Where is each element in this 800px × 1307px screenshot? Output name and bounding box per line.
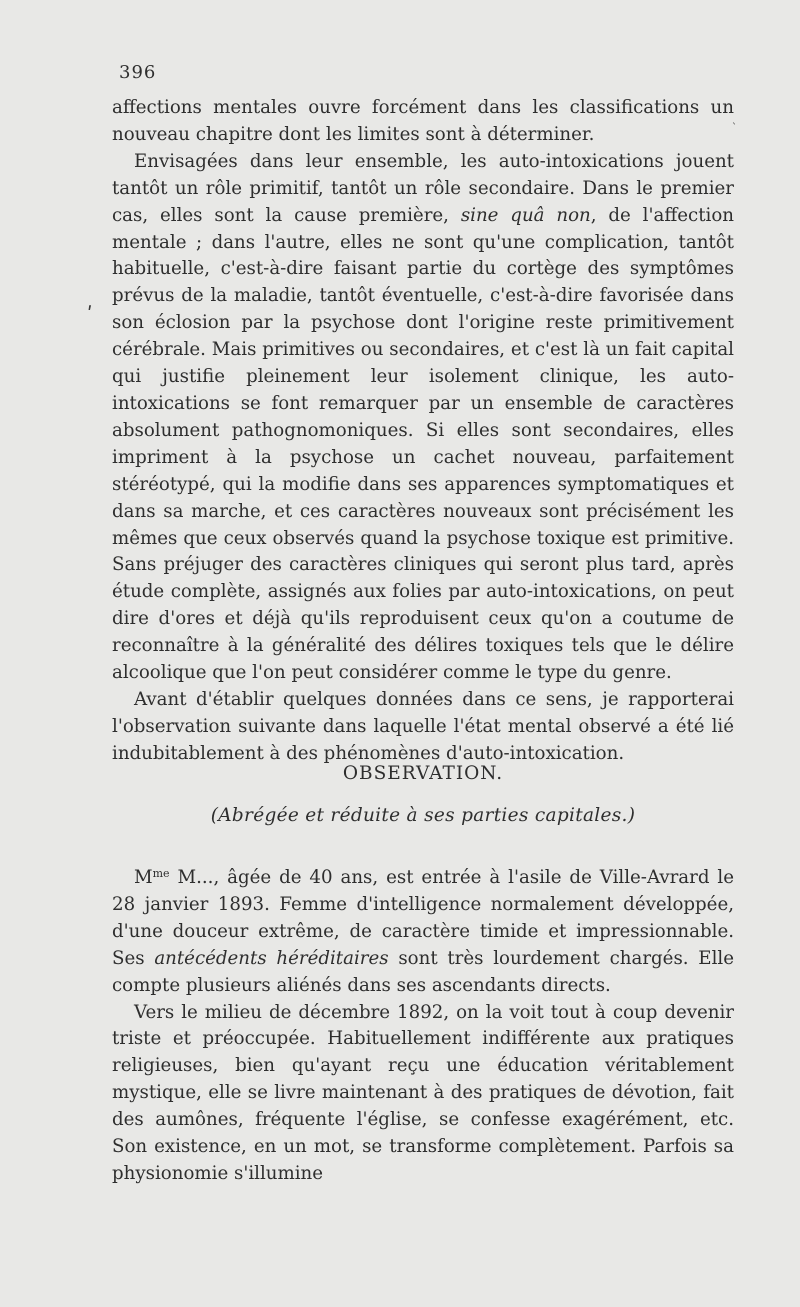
observation-subtitle: (Abrégée et réduite à ses parties capitales.) <box>210 805 636 826</box>
paragraph-transition: Avant d'établir quelques données dans ce sens, je rapporterai l'observation suivante dans laquelle l'état mental observé a été lié indubitablement à des phénomènes d'auto-intoxication. <box>112 688 734 764</box>
intro-text <box>112 95 734 768</box>
paragraph-continuation: affections mentales ouvre forcément dans les classifications un nouveau chapitre dont les limites sont à déterminer. <box>112 97 734 145</box>
paragraph-text: , de l'affection mentale ; dans l'autre, elles ne sont qu'une complication, tantôt habituelle, c'est-à-dire faisant partie du cortège des symptômes prévus de la maladie, tantôt éventuelle, c'est-à-dire favorisée dans son éclosion par la psychose dont l'origine reste primitivement cérébrale. Mais primitives ou secondaires, et c'est là un fait capital qui justifie pleinement leur isolement clinique, les auto-intoxications se font remarquer par un ensemble de caractères absolument pathognomoniques. Si elles sont secondaires, elles impriment à la psychose un cachet nouveau, parfaitement stéréotypé, qui la modifie dans ses apparences symptomatiques et dans sa marche, et ces caractères nouveaux sont précisément les mêmes que ceux observés quand la psychose toxique est primitive. Sans préjuger des caractères cliniques qui seront plus tard, après étude complète, assignés aux folies par auto-intoxications, on peut dire d'ores et déjà qu'ils reproduisent ceux qu'on a coutume de reconnaître à la généralité des délires toxiques tels que le délire alcoolique que l'on peut considérer comme le type du genre. <box>112 204 734 684</box>
italic-term: antécédents héréditaires <box>154 947 389 969</box>
observation-paragraph-1 <box>112 865 734 1000</box>
margin-mark-left: ʹ <box>87 302 93 326</box>
page-number: 396 <box>119 62 157 83</box>
paragraph-text: sont très lourdement chargés. Elle compte plusieurs aliénés dans ses ascendants directs. <box>112 947 734 996</box>
paragraph-text: Envisagées dans leur ensemble, les auto-intoxications jouent tantôt un rôle primitif, tantôt un rôle secondaire. Dans le premier cas, elles sont la cause première, <box>112 150 734 226</box>
latin-phrase: sine quâ non <box>460 204 591 226</box>
patient-title: M <box>134 867 153 888</box>
paragraph-text: M..., âgée de 40 ans, est entrée à l'asile de Ville-Avrard le 28 janvier 1893. Femme d'intelligence normalement développée, d'une douceur extrême, de caractère timide et impressionnable. Ses <box>112 867 734 969</box>
paragraph-auto-intoxications <box>112 149 734 687</box>
observation-text <box>112 865 734 1188</box>
margin-mark-right: ˋ <box>732 123 737 134</box>
patient-title-sup: me <box>152 867 170 880</box>
observation-title: OBSERVATION. <box>342 763 504 784</box>
observation-paragraph-2: Vers le milieu de décembre 1892, on la voit tout à coup devenir triste et préoccupée. Habituellement indifférente aux pratiques religieuses, bien qu'ayant reçu une éducation véritablement mystique, elle se livre maintenant à des pratiques de dévotion, fait des aumônes, fréquente l'église, se confesse exagérément, etc. Son existence, en un mot, se transforme complètement. Parfois sa physionomie s'illumine <box>112 1001 734 1184</box>
